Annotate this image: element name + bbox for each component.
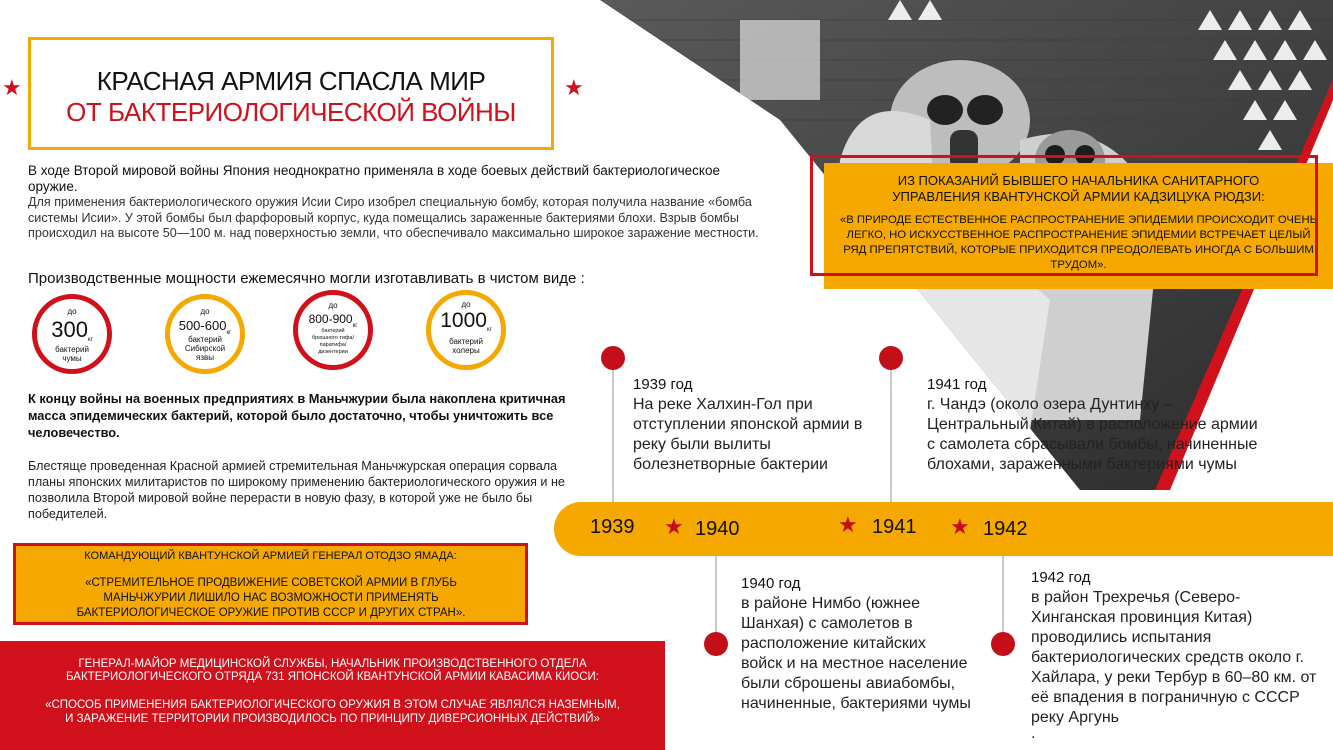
circle-prefix: до [328, 301, 338, 310]
circle-number: 300 [51, 317, 88, 342]
intro-lead: В ходе Второй мировой войны Япония неоднократно применяла в ходе боевых действий бактериологическое оружие. [28, 163, 720, 194]
event-text: На реке Халхин-Гол при отступлении японской армии в реку были вылиты болезнетворные бактерии [633, 396, 863, 473]
production-title: Производственные мощности ежемесячно могли изготавливать в чистом виде : [28, 270, 585, 287]
quote-kioshi-text-2: И ЗАРАЖЕНИЕ ТЕРРИТОРИИ ПРОИЗВОДИЛОСЬ ПО ПРИНЦИПУ ДИВЕРСИОННЫХ ДЕЙСТВИЙ» [65, 713, 600, 725]
timeline-dot [879, 346, 903, 370]
production-circle-cholera [426, 290, 506, 370]
star-icon: ★ [664, 514, 684, 539]
star-icon: ★ [950, 514, 970, 539]
circle-unit: кг [486, 327, 492, 334]
circle-unit: кг [87, 337, 93, 344]
timeline-year-1940: 1940 [695, 518, 740, 540]
timeline-year-1941: 1941 [872, 516, 917, 538]
timeline-year-1939: 1939 [590, 516, 635, 538]
event-year: 1940 год [741, 575, 801, 592]
timeline-connector [715, 556, 717, 642]
event-1939 [633, 375, 873, 475]
event-1941 [927, 375, 1267, 475]
quote-kioshi [0, 641, 665, 750]
timeline-connector [1002, 556, 1004, 642]
event-text: в район Трехречья (Северо-Хинганская провинция Китая) проводились испытания бактериологических средств около г. Хайлара, у реки Тербур в 60–80 км. от её впадения в пограничную с СССР реку Аргунь [1031, 589, 1317, 726]
timeline-dot [991, 632, 1015, 656]
quote-kadzitsuka-frame [810, 155, 1318, 276]
star-icon: ★ [564, 75, 584, 100]
event-year: 1941 год [927, 376, 987, 393]
event-year: 1942 год [1031, 569, 1091, 586]
event-trailing-mark: . [1031, 725, 1036, 742]
intro-body: Для применения бактериологического оружия Исии Сиро изобрел специальную бомбу, которая получила название «бомба системы Исии». У этой бомбы был фарфоровый корпус, куда помещались зараженные бактериями блохи. Взрыв бомбы происходил на высоте 50—100 м. над поверхностью земли, что обеспечивало максимально широкое заражение местности. [28, 195, 759, 240]
star-icon: ★ [838, 512, 858, 537]
manchurian-operation-paragraph: Блестяще проведенная Красной армией стремительная Маньчжурская операция сорвала планы японских милитаристов по широкому применению бактериологического оружия и не позволила Второй мировой войне перерасти в новую фазу, в которой уже не было бы победителей. [28, 459, 565, 521]
quote-kioshi-header-2: БАКТЕРИОЛОГИЧЕСКОГО ОТРЯДА 731 ЯПОНСКОЙ КВАНТУНСКОЙ АРМИИ КАВАСИМА КИОСИ: [66, 671, 599, 683]
quote-kadzitsuka-text: «В ПРИРОДЕ ЕСТЕСТВЕННОЕ РАСПРОСТРАНЕНИЕ ЭПИДЕМИИ ПРОИСХОДИТ ОЧЕНЬ ЛЕГКО, НО ИСКУССТВЕННОЕ РАСПРОСТРАНЕНИЕ ЭПИДЕМИИ ВСТРЕЧАЕТ ЦЕЛЫЙ РЯД ПРЕПЯТСТВИЙ, КОТОРЫЕ ПРИХОДИТСЯ ПРЕОДОЛЕВАТЬ ИНОГДА С БОЛЬШИМ ТРУДОМ». [839, 214, 1318, 271]
page-title-line2: ОТ БАКТЕРИОЛОГИЧЕСКОЙ ВОЙНЫ [66, 97, 516, 127]
circle-prefix: до [67, 307, 77, 316]
quote-yamada-header: КОМАНДУЮЩИЙ КВАНТУНСКОЙ АРМИЕЙ ГЕНЕРАЛ ОТОДЗО ЯМАДА: [84, 550, 457, 562]
circle-unit: кг [352, 323, 358, 330]
circle-desc: бактерий холеры [449, 337, 483, 355]
circle-prefix: до [461, 300, 471, 309]
event-text: г. Чандэ (около озера Дунтинху – Центральный Китай) в расположение армии с самолета сбрасывали бомбы, начиненные блохами, зараженными бактериями чумы [927, 396, 1258, 473]
quote-kioshi-text-1: «СПОСОБ ПРИМЕНЕНИЯ БАКТЕРИОЛОГИЧЕСКОГО ОРУЖИЯ В ЭТОМ СЛУЧАЕ ЯВЛЯЛСЯ НАЗЕМНЫМ, [45, 699, 620, 711]
circle-desc: бактерий чумы [55, 345, 89, 363]
quote-yamada-text: «СТРЕМИТЕЛЬНОЕ ПРОДВИЖЕНИЕ СОВЕТСКОЙ АРМИИ В ГЛУБЬ МАНЬЧЖУРИИ ЛИШИЛО НАС ВОЗМОЖНОСТИ ПРИМЕНЯТЬ БАКТЕРИОЛОГИЧЕСКОЕ ОРУЖИЕ ПРОТИВ СССР И ДРУГИХ СТРАН». [76, 577, 466, 619]
bacteria-stock-paragraph: К концу войны на военных предприятиях в Маньчжурии была накоплена критичная масса эпидемических бактерий, которой было достаточно, чтобы уничтожить все человечество. [28, 391, 566, 440]
timeline-dot [704, 632, 728, 656]
timeline-dot [601, 346, 625, 370]
event-1940 [741, 574, 971, 714]
production-circle-typhoid [293, 290, 373, 370]
circle-number: 500-600 [178, 318, 227, 333]
star-icon: ★ [2, 75, 22, 100]
production-circle-plague [32, 294, 112, 374]
quote-kadzitsuka-header-2: УПРАВЛЕНИЯ КВАНТУНСКОЙ АРМИИ КАДЗИЦУКА РЮДЗИ: [892, 189, 1265, 204]
production-circle-anthrax [165, 294, 245, 374]
circle-prefix: до [200, 307, 210, 316]
quote-yamada [13, 543, 528, 625]
event-1942 [1031, 568, 1321, 740]
circle-unit: кг [226, 330, 232, 337]
quote-kioshi-header-1: ГЕНЕРАЛ-МАЙОР МЕДИЦИНСКОЙ СЛУЖБЫ, НАЧАЛЬНИК ПРОИЗВОДСТВЕННОГО ОТДЕЛА [78, 658, 587, 670]
event-text: в районе Нимбо (южнее Шанхая) с самолетов в расположение китайских войск и на местное население были сброшены авиабомбы, начиненные, бактериями чумы [741, 595, 971, 712]
timeline-connector [612, 358, 614, 502]
event-year: 1939 год [633, 376, 693, 393]
circle-number: 1000 [440, 309, 487, 332]
quote-kadzitsuka-header-1: ИЗ ПОКАЗАНИЙ БЫВШЕГО НАЧАЛЬНИКА САНИТАРНОГО [897, 173, 1260, 188]
page-title-line1: КРАСНАЯ АРМИЯ СПАСЛА МИР [96, 66, 486, 96]
circle-number: 800-900 [308, 312, 353, 326]
timeline-year-1942: 1942 [983, 518, 1028, 540]
circle-desc: бактерий Сибирской язвы [184, 335, 226, 362]
circle-desc: бактерий брюшного тифа/ паратифа/ дизентерии [311, 328, 355, 355]
title-box [28, 37, 554, 150]
intro-text [28, 163, 773, 242]
timeline-connector [890, 358, 892, 502]
